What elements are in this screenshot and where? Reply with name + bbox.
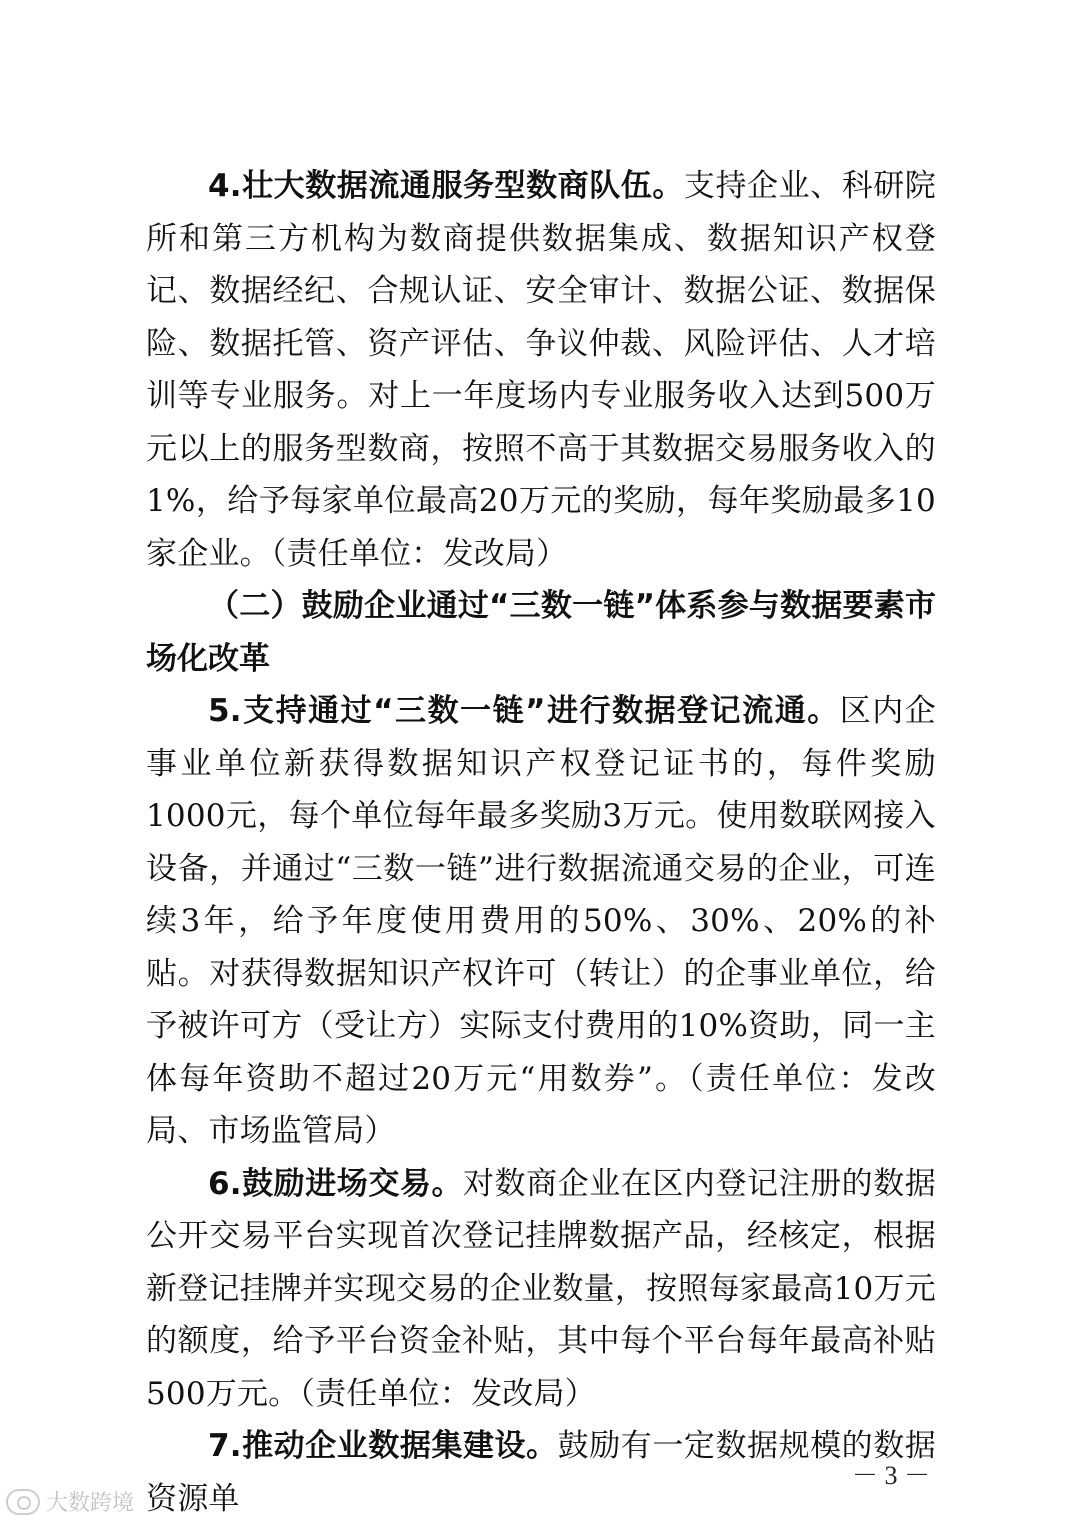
paragraph-item-7 bbox=[146, 1420, 936, 1525]
item-7-text: 鼓励有一定数据规模的数据资源单 bbox=[146, 1428, 936, 1517]
logo-icon bbox=[6, 1489, 40, 1515]
item-6-text: 对数商企业在区内登记注册的数据公开交易平台实现首次登记挂牌数据产品，经核定，根据新登记挂牌并实现交易的企业数量，按照每家最高10万元的额度，给予平台资金补贴，其中每个平台每年最高补贴500万元。（责任单位：发改局） bbox=[146, 1165, 936, 1412]
paragraph-item-6 bbox=[146, 1158, 936, 1421]
paragraph-item-4 bbox=[146, 160, 936, 580]
page-number: － 3 － bbox=[851, 1461, 930, 1490]
item-7-heading: 7.推动企业数据集建设。 bbox=[208, 1428, 558, 1464]
paragraph-item-5 bbox=[146, 685, 936, 1158]
item-4-text: 支持企业、科研院所和第三方机构为数商提供数据集成、数据知识产权登记、数据经纪、合规认证、安全审计、数据公证、数据保险、数据托管、资产评估、争议仲裁、风险评估、人才培训等专业服务。对上一年度场内专业服务收入达到500万元以上的服务型数商，按照不高于其数据交易服务收入的1%，给予每家单位最高20万元的奖励，每年奖励最多10家企业。（责任单位：发改局） bbox=[146, 168, 937, 572]
item-5-heading: 5.支持通过“三数一链”进行数据登记流通。 bbox=[208, 693, 840, 729]
item-4-heading: 4.壮大数据流通服务型数商队伍。 bbox=[208, 168, 684, 204]
watermark-text: 大数跨境 bbox=[46, 1491, 135, 1516]
document-body bbox=[146, 160, 936, 1525]
section-heading-2: （二）鼓励企业通过“三数一链”体系参与数据要素市场化改革 bbox=[146, 588, 936, 677]
item-6-heading: 6.鼓励进场交易。 bbox=[208, 1165, 463, 1202]
item-5-text: 区内企事业单位新获得数据知识产权登记证书的，每件奖励1000元，每个单位每年最多奖励3万元。使用数联网接入设备，并通过“三数一链”进行数据流通交易的企业，可连续3年，给予年度使用费用的50%、30%、20%的补贴。对获得数据知识产权许可（转让）的企事业单位，给予被许可方（受让方）实际支付费用的10%资助，同一主体每年资助不超过20万元“用数券”。（责任单位：发改局、市场监管局） bbox=[146, 693, 936, 1149]
watermark bbox=[6, 1486, 134, 1517]
